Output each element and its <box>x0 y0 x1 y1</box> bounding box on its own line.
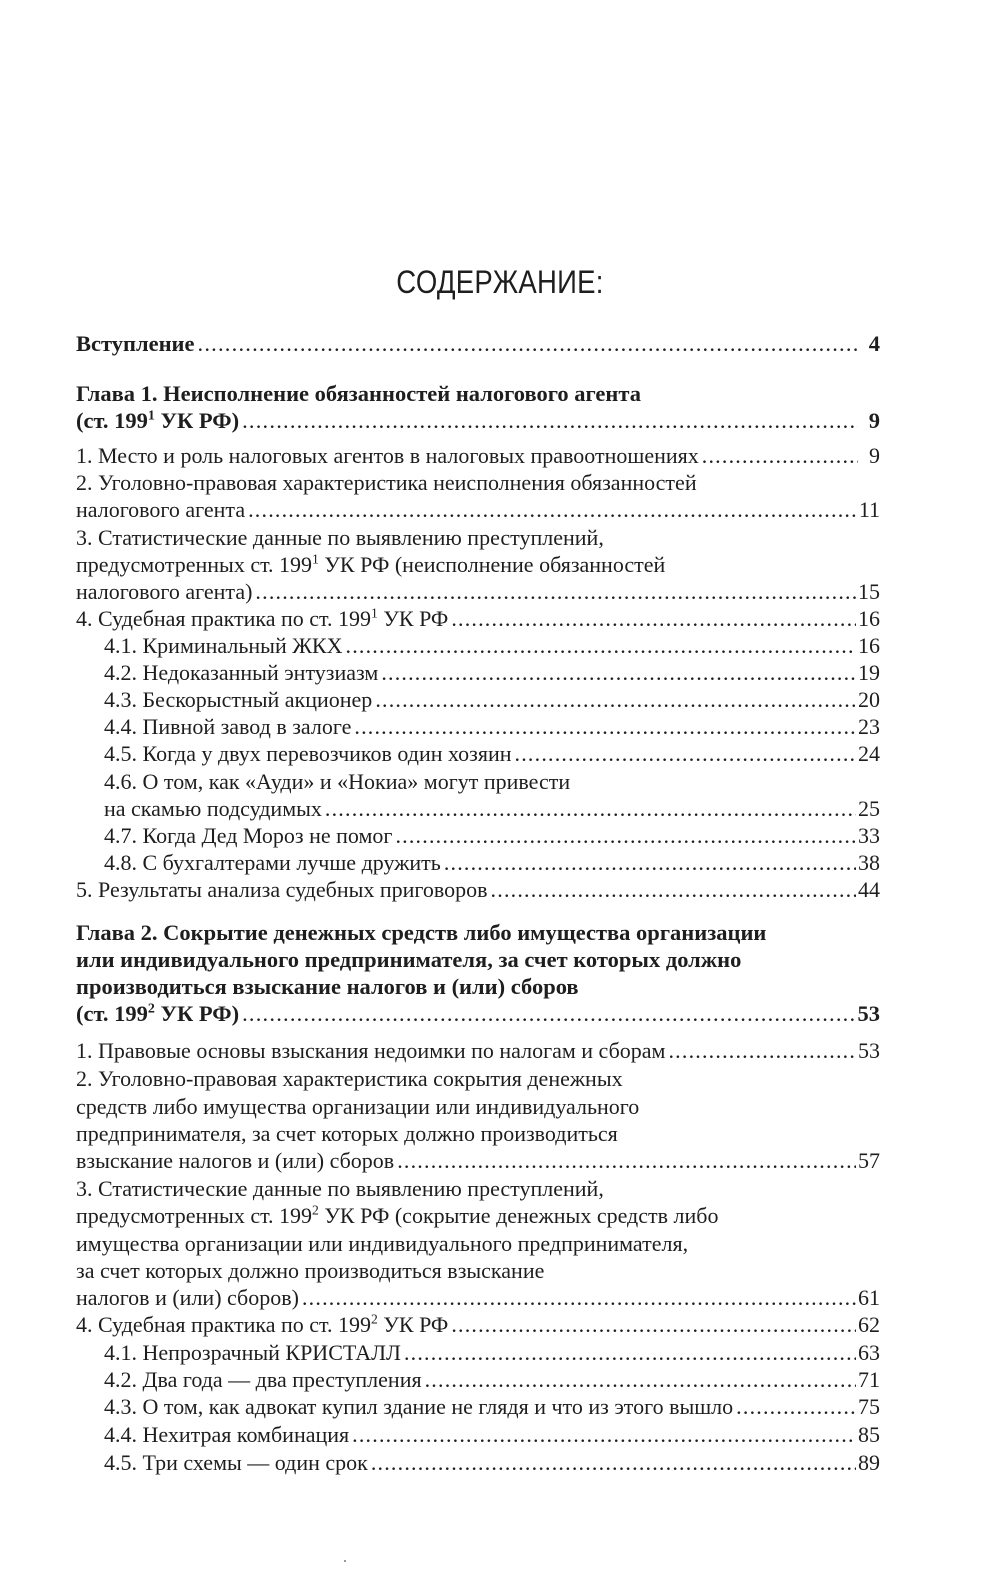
toc-page-number: 25 <box>858 796 880 821</box>
toc-entry-label: предусмотренных ст. $199^1$ УК РФ (неисполнение обязанностей <box>76 551 666 577</box>
toc-page-number: 19 <box>858 660 880 685</box>
leader-dots <box>375 687 856 713</box>
toc-entry-label: (ст. $199^1$ УК РФ) <box>76 408 240 433</box>
toc-page-number: 20 <box>858 687 880 712</box>
toc-page-number: 75 <box>858 1394 880 1419</box>
toc-page-number: 9 <box>868 408 880 433</box>
leader-dots <box>352 1422 856 1448</box>
chapter-2-heading-line2[interactable] <box>76 947 880 973</box>
toc-entry-label: 1. Место и роль налоговых агентов в налоговых правоотношениях <box>76 443 699 468</box>
toc-page-number: 38 <box>858 850 880 875</box>
toc-entry-label: 4.5. Три схемы — один срок <box>104 1450 368 1475</box>
toc-entry-2-2-end[interactable] <box>76 1148 880 1174</box>
toc-entry-label: взыскание налогов и (или) сборов <box>76 1148 395 1173</box>
leader-dots <box>451 1312 856 1338</box>
toc-page-number: 44 <box>858 877 880 902</box>
toc-entry-label: 4.3. Бескорыстный акционер <box>104 687 373 712</box>
toc-entry-label: (ст. $199^2$ УК РФ) <box>76 1001 240 1026</box>
chapter-2-heading[interactable] <box>76 920 880 946</box>
leader-dots <box>354 714 856 740</box>
toc-entry-label: 3. Статистические данные по выявлению преступлений, <box>76 1176 604 1201</box>
toc-entry-1-5[interactable] <box>76 877 880 903</box>
leader-dots <box>395 823 856 849</box>
toc-page-number: 33 <box>858 823 880 848</box>
toc-entry-2-4-4[interactable] <box>104 1422 880 1448</box>
toc-page-number: 61 <box>858 1285 880 1310</box>
toc-entry-2-2[interactable] <box>76 1066 880 1092</box>
toc-entry-label: 4.1. Криминальный ЖКХ <box>104 633 343 658</box>
chapter-1-heading[interactable] <box>76 381 880 407</box>
toc-page-number: 89 <box>858 1450 880 1475</box>
toc-entry-label: 4.8. С бухгалтерами лучше дружить <box>104 850 441 875</box>
leader-dots <box>702 443 858 469</box>
toc-entry-label: налогов и (или) сборов) <box>76 1285 299 1310</box>
toc-page-number: 16 <box>858 633 880 658</box>
toc-entry-1-3-line2[interactable] <box>76 552 880 578</box>
toc-entry-2-4-5[interactable] <box>104 1450 880 1476</box>
toc-entry-1-4-6-end[interactable] <box>104 796 880 822</box>
toc-entry-label: 4.2. Два года — два преступления <box>104 1367 422 1392</box>
toc-entry-1-4-6[interactable] <box>104 769 880 795</box>
toc-entry-2-1[interactable] <box>76 1038 880 1064</box>
toc-page-number: 71 <box>858 1367 880 1392</box>
toc-entry-2-2-line3[interactable] <box>76 1121 880 1147</box>
leader-dots <box>491 877 856 903</box>
toc-entry-1-4-4[interactable] <box>104 714 880 740</box>
toc-entry-2-3-line2[interactable] <box>76 1203 880 1229</box>
toc-page-number: 63 <box>858 1340 880 1365</box>
toc-entry-2-4[interactable] <box>76 1312 880 1338</box>
toc-page-number: 53 <box>858 1038 880 1063</box>
chapter-2-heading-line3[interactable] <box>76 974 880 1000</box>
toc-entry-1-2-end[interactable] <box>76 497 880 523</box>
toc-entry-label: 3. Статистические данные по выявлению преступлений, <box>76 525 604 550</box>
toc-entry-1-3-end[interactable] <box>76 579 880 605</box>
toc-page-number: 23 <box>858 714 880 739</box>
toc-entry-label: налогового агента) <box>76 579 253 604</box>
toc-entry-label: Глава 2. Сокрытие денежных средств либо имущества организации <box>76 920 767 945</box>
leader-dots <box>255 579 856 605</box>
toc-page-number: 85 <box>858 1422 880 1447</box>
toc-page-number: 24 <box>858 741 880 766</box>
toc-entry-intro[interactable] <box>76 331 880 357</box>
leader-dots <box>242 1001 855 1027</box>
leader-dots <box>198 331 859 357</box>
toc-entry-label: 5. Результаты анализа судебных приговоров <box>76 877 488 902</box>
toc-entry-label: 4.5. Когда у двух перевозчиков один хозяин <box>104 741 512 766</box>
toc-entry-label: предпринимателя, за счет которых должно производиться <box>76 1121 618 1146</box>
toc-entry-label: средств либо имущества организации или индивидуального <box>76 1094 640 1119</box>
toc-page-number: 9 <box>869 443 880 468</box>
toc-entry-label: налогового агента <box>76 497 246 522</box>
print-speck <box>344 1560 346 1562</box>
toc-entry-label: имущества организации или индивидуального предпринимателя, <box>76 1231 689 1256</box>
toc-entry-1-4-8[interactable] <box>104 850 880 876</box>
leader-dots <box>444 850 856 876</box>
toc-entry-1-4-7[interactable] <box>104 823 880 849</box>
toc-entry-label: на скамью подсудимых <box>104 796 322 821</box>
toc-entry-label: 4. Судебная практика по ст. $199^1$ УК РФ <box>76 605 449 631</box>
leader-dots <box>404 1340 856 1366</box>
leader-dots <box>371 1450 856 1476</box>
toc-entry-label: 4.2. Недоказанный энтузиазм <box>104 660 379 685</box>
toc-entry-2-4-3[interactable] <box>104 1394 880 1420</box>
chapter-1-heading-end[interactable] <box>76 408 880 434</box>
toc-entry-label: предусмотренных ст. $199^2$ УК РФ (сокрытие денежных средств либо <box>76 1202 719 1228</box>
toc-entry-1-4-1[interactable] <box>104 633 880 659</box>
page-title: СОДЕРЖАНИЕ: <box>396 264 604 300</box>
leader-dots <box>668 1038 856 1064</box>
toc-entry-label: или индивидуального предпринимателя, за счет которых должно <box>76 947 742 972</box>
leader-dots <box>451 606 856 632</box>
leader-dots <box>242 408 858 434</box>
toc-page-number: 4 <box>868 331 880 356</box>
leader-dots <box>425 1367 856 1393</box>
toc-entry-label: 4.3. О том, как адвокат купил здание не глядя и что из этого вышло <box>104 1394 734 1419</box>
toc-entry-label: 2. Уголовно-правовая характеристика неисполнения обязанностей <box>76 470 697 495</box>
toc-entry-label: производиться взыскание налогов и (или) сборов <box>76 974 579 999</box>
toc-entry-2-4-1[interactable] <box>104 1340 880 1366</box>
toc-page-number: 11 <box>858 497 880 522</box>
leader-dots <box>302 1285 856 1311</box>
toc-entry-1-3[interactable] <box>76 525 880 551</box>
toc-entry-label: 4.6. О том, как «Ауди» и «Нокиа» могут привести <box>104 769 571 794</box>
toc-entry-label: Вступление <box>76 331 195 356</box>
chapter-2-heading-end[interactable] <box>76 1001 880 1027</box>
leader-dots <box>397 1148 856 1174</box>
toc-entry-2-3-line4[interactable] <box>76 1258 880 1284</box>
toc-entry-label: 1. Правовые основы взыскания недоимки по налогам и сборам <box>76 1038 666 1063</box>
toc-page-number: 15 <box>858 579 880 604</box>
toc-entry-1-4-5[interactable] <box>104 741 880 767</box>
toc-entry-label: за счет которых должно производиться взыскание <box>76 1258 545 1283</box>
toc-entry-label: Глава 1. Неисполнение обязанностей налогового агента <box>76 381 641 406</box>
toc-entry-label: 4. Судебная практика по ст. $199^2$ УК РФ <box>76 1311 449 1337</box>
toc-entry-label: 4.4. Нехитрая комбинация <box>104 1422 350 1447</box>
toc-entry-2-3[interactable] <box>76 1176 880 1202</box>
leader-dots <box>515 741 856 767</box>
toc-entry-label: 4.4. Пивной завод в залоге <box>104 714 352 739</box>
toc-page-number: 53 <box>857 1001 880 1026</box>
leader-dots <box>736 1394 856 1420</box>
toc-page-number: 62 <box>858 1312 880 1337</box>
toc-entry-1-4-3[interactable] <box>104 687 880 713</box>
toc-entry-2-2-line2[interactable] <box>76 1094 880 1120</box>
toc-entry-2-3-end[interactable] <box>76 1285 880 1311</box>
toc-entry-label: 4.1. Непрозрачный КРИСТАЛЛ <box>104 1340 401 1365</box>
toc-entry-2-3-line3[interactable] <box>76 1231 880 1257</box>
leader-dots <box>248 497 857 523</box>
toc-entry-1-1[interactable] <box>76 443 880 469</box>
toc-page-number: 16 <box>858 606 880 631</box>
toc-entry-label: 2. Уголовно-правовая характеристика сокрытия денежных <box>76 1066 623 1091</box>
toc-entry-1-2[interactable] <box>76 470 880 496</box>
leader-dots <box>346 633 857 659</box>
toc-entry-label: 4.7. Когда Дед Мороз не помог <box>104 823 393 848</box>
leader-dots <box>325 796 856 822</box>
toc-entry-1-4-2[interactable] <box>104 660 880 686</box>
leader-dots <box>381 660 856 686</box>
toc-page-number: 57 <box>858 1148 880 1173</box>
toc-entry-1-4[interactable] <box>76 606 880 632</box>
toc-entry-2-4-2[interactable] <box>104 1367 880 1393</box>
